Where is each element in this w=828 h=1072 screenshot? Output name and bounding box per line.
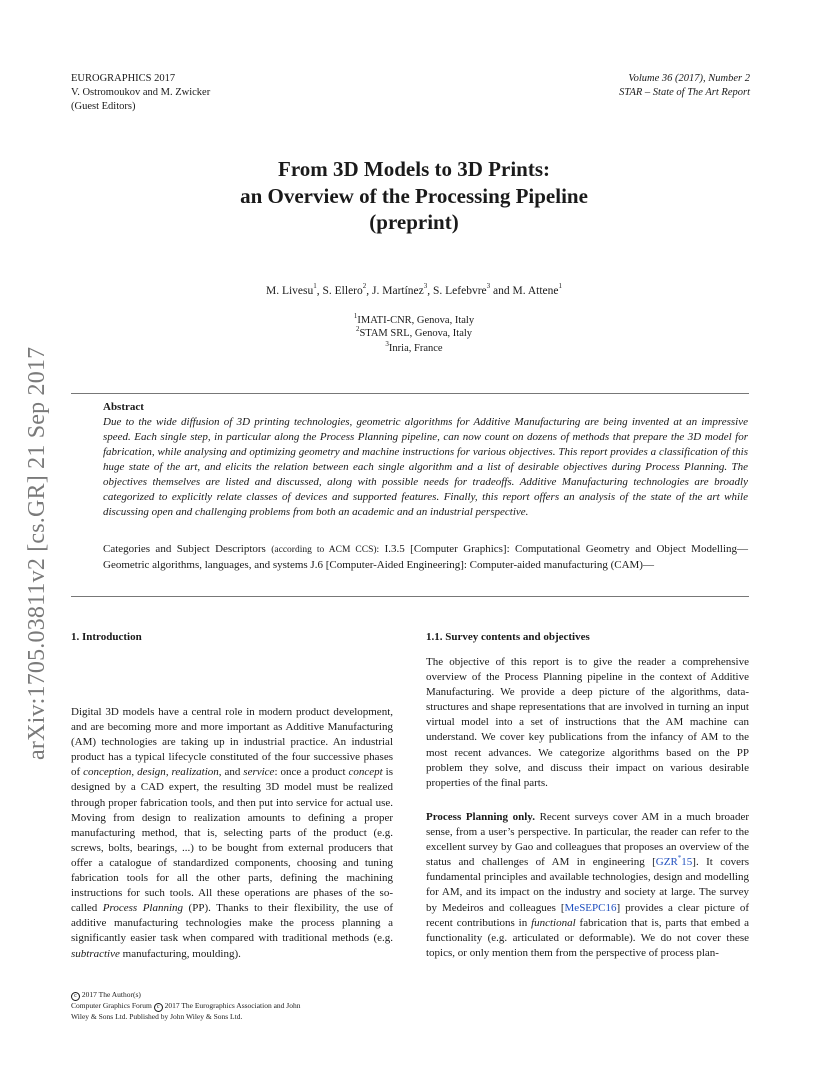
author-affil-sup: 3 [486,282,491,291]
section-heading-survey: 1.1. Survey contents and objectives [426,631,590,643]
report-type: STAR – State of The Art Report [619,87,750,98]
affiliation: $^1$IMATI-CNR, Genova, Italy [353,311,475,326]
abstract-top-rule [71,393,749,394]
abstract-heading: Abstract [103,401,144,413]
citation-link[interactable]: MeSEPC16 [564,901,617,914]
categories-descriptors [103,542,748,573]
author: M. Attene [512,285,559,297]
abstract-bottom-rule [71,596,749,597]
copyright-icon: c [154,1003,163,1012]
conference-name: EUROGRAPHICS 2017 [71,73,176,84]
journal-header-left [71,72,210,114]
categories-note: (according to ACM CCS): [271,545,380,555]
title-line-2: an Overview of the Processing Pipeline [240,183,588,208]
arxiv-stamp[interactable]: arXiv:1705.03811v2 [cs.GR] 21 Sep 2017 [24,346,50,760]
survey-paragraph: The objective of this report is to give the reader a comprehensive overview of the Process Planning pipeline in the context of Additive Manufacturing. We provide a deep picture of the algorithms, data-structures and shape representations that are involved in turning an input virtual model into a set of instructions that the AM machine can understand. We cover key publications from the infancy of AM to the most recent advances. We categorize algorithms based on the PP problem they solve, and discuss their impact on various desirable properties of the final parts. [426,656,749,789]
affiliation: $^3$Inria, France [385,339,443,354]
section-heading-introduction: 1. Introduction [71,631,142,643]
copyright-footer: c 2017 The Author(s) Computer Graphics Forum c 2017 The Eurographics Association and John Wiley & Sons Ltd. Published by John Wiley & Sons Ltd. [71,990,301,1021]
journal-header-right [619,72,750,100]
volume-info: Volume 36 (2017), Number 2 [628,73,750,84]
author-affil-sup: 3 [423,282,428,291]
author: J. Martínez [372,285,424,297]
author-affil-sup: 1 [313,282,317,291]
author: S. Ellero [322,285,363,297]
editors-note: (Guest Editors) [71,101,136,112]
categories-text: I.3.5 [Computer Graphics]: Computational Geometry and Object Modelling—Geometric algorithms, languages, and systems J.6 [Computer-Aided Engineering]: Computer-aided manufacturing (CAM)— [103,543,749,571]
introduction-paragraph: Digital 3D models have a central role in modern product development, and are becoming more and more important as Additive Manufacturing (AM) technologies are taking up in industrial practice. An industrial product has a typical lifecycle constituted of the four successive phases of conception, design, realization, and service: once a product concept is designed by a CAD expert, the resulting 3D model must be realized through proper fabrication tools, and then put into service for actual use. Moving from design to realization amounts to defining a proper manufacturing method, that is, selecting parts of the product (e.g. screws, bolts, bearings, ...) to be bought from external producers that offer a catalogue of standardized components, choosing and tuning fabrication tools for all the other parts, defining the machining instructions for such tools. All these operations are phases of the so-called Process Planning (PP). Thanks to their flexibility, the use of additive manufacturing technologies make the process planning a significantly easier task when compared with traditional methods (e.g. subtractive manufacturing, moulding). [71,706,394,960]
affiliation: $^2$STAM SRL, Genova, Italy [355,324,473,339]
author-affil-sup: 1 [558,282,563,291]
title-line-3: (preprint) [369,210,459,234]
categories-lead: Categories and Subject Descriptors [103,543,266,555]
author: M. Livesu [265,285,314,297]
author: S. Lefebvre [433,285,487,297]
copyright-icon: c [71,992,80,1001]
editors: V. Ostromoukov and M. Zwicker [71,87,211,98]
author-list: M. Livesu$^1$, S. Ellero$^2$, J. Martínez$^3$, S. Lefebvre$^3$ and M. Attene$^1$ [265,282,563,297]
abstract [103,400,748,520]
citation-link[interactable]: GZR*15 [655,853,693,869]
author-affil-sup: 2 [362,282,367,291]
paragraph-lead: Process Planning only. [426,811,535,823]
process-planning-paragraph: Process Planning only. Recent surveys cover AM in a much broader sense, from a user’s perspective. In particular, the reader can refer to the excellent survey by Gao and colleagues that proposes an overview of the status and challenges of AM in engineering [GZR*15]. It covers fundamental principles and available technologies, design and modelling for AM, and its impact on the industry and society at large. The survey by Medeiros and colleagues [MeSEPC16] provides a clear picture of recent contributions in functional fabrication that is, parts that embed a functionality (e.g. articulated or deformable). We do not cover these topics, or only mention them from the perspective of process plan- [426,811,750,959]
title-line-1: From 3D Models to 3D Prints: [278,157,550,181]
abstract-body: Due to the wide diffusion of 3D printing technologies, geometric algorithms for Additive Manufacturing are being invented at an impressive speed. Each single step, in particular along the Process Planning pipeline, can now count on dozens of methods that prepare the 3D model for fabrication, while analysing and optimizing geometry and machine instructions for various objectives. This report provides a classification of this huge state of the art, and elicits the relation between each single algorithm and a list of desirable objectives during Process Planning. The objectives themselves are listed and discussed, along with possible needs for tradeoffs. Additive Manufacturing technologies are broadly categorized to explicitly relate classes of devices and supported features. Finally, this report offers an analysis of the state of the art while discussing open and challenging problems from both an academic and an industrial perspective. [103,416,748,518]
paper-title [0,156,828,236]
affiliation-list [0,311,828,355]
